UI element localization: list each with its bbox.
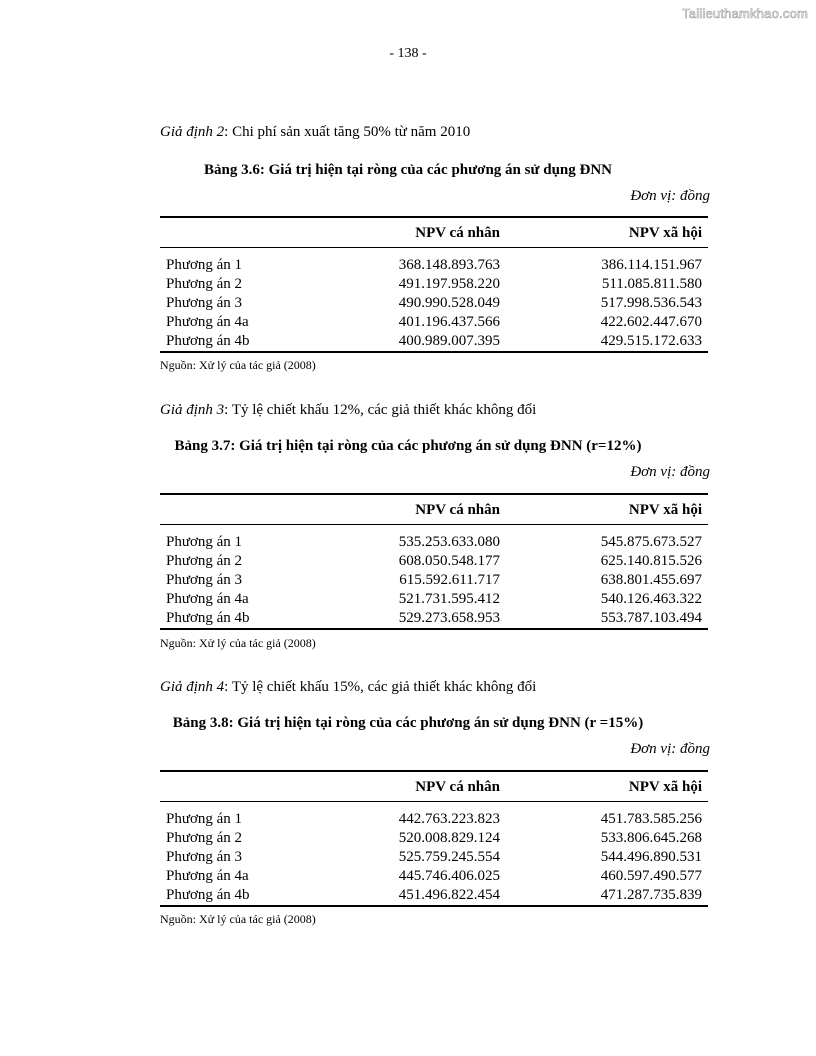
table-header-row (160, 217, 708, 248)
assumption-label: Giả định 3 (160, 402, 225, 418)
option-name: Phương án 3 (166, 849, 243, 865)
npv-personal: 615.592.611.717 (399, 572, 500, 588)
npv-personal: 368.148.893.763 (398, 257, 500, 273)
npv-social: 517.998.536.543 (600, 295, 702, 311)
npv-personal: 401.196.437.566 (398, 314, 500, 330)
unit-label: Đơn vị: đồng (630, 188, 710, 204)
npv-social: 533.806.645.268 (600, 830, 702, 846)
npv-social: 540.126.463.322 (600, 591, 702, 607)
column-header-option (160, 771, 342, 802)
npv-social: 638.801.455.697 (600, 572, 702, 588)
npv-social: 544.496.890.531 (600, 849, 702, 865)
npv-social: 422.602.447.670 (600, 314, 702, 330)
npv-personal: 520.008.829.124 (398, 830, 500, 846)
table-header-row (160, 771, 708, 802)
table-row (160, 248, 708, 276)
option-name: Phương án 1 (166, 257, 243, 273)
npv-social: 386.114.151.967 (601, 257, 702, 273)
option-name: Phương án 4b (166, 333, 250, 349)
table-row (160, 294, 708, 313)
npv-personal: 491.197.958.220 (398, 276, 500, 292)
npv-personal: 451.496.822.454 (398, 887, 500, 903)
npv-table (160, 770, 708, 907)
table-row (160, 552, 708, 571)
assumption-text (160, 679, 536, 696)
table-title: Bảng 3.7: Giá trị hiện tại ròng của các phương án sử dụng ĐNN (r=12%) (174, 438, 642, 454)
watermark: Tailieuthamkhao.com (682, 6, 808, 21)
option-name: Phương án 4a (166, 868, 249, 884)
column-header-npv-social: NPV xã hội (628, 779, 702, 795)
table-title: Bảng 3.6: Giá trị hiện tại ròng của các phương án sử dụng ĐNN (203, 162, 613, 178)
option-name: Phương án 2 (166, 276, 243, 292)
assumption-text (160, 124, 470, 141)
column-header-npv-personal: NPV cá nhân (415, 502, 500, 518)
option-name: Phương án 1 (166, 534, 243, 550)
npv-personal: 525.759.245.554 (398, 849, 500, 865)
source-note: Nguồn: Xử lý của tác giả (2008) (160, 358, 316, 372)
npv-social: 553.787.103.494 (600, 610, 702, 626)
table-header-row (160, 494, 708, 525)
column-header-npv-social: NPV xã hội (628, 502, 702, 518)
option-name: Phương án 4a (166, 591, 249, 607)
option-name: Phương án 3 (166, 295, 243, 311)
column-header-npv-personal: NPV cá nhân (415, 225, 500, 241)
npv-social: 451.783.585.256 (600, 811, 702, 827)
table-row (160, 571, 708, 590)
source-note: Nguồn: Xử lý của tác giả (2008) (160, 636, 316, 650)
table-row (160, 829, 708, 848)
npv-personal: 490.990.528.049 (398, 295, 500, 311)
npv-social: 511.085.811.580 (601, 276, 702, 292)
npv-personal: 521.731.595.412 (398, 591, 500, 607)
table-row (160, 609, 708, 629)
table-row (160, 590, 708, 609)
option-name: Phương án 1 (166, 811, 243, 827)
column-header-option (160, 217, 342, 248)
table-row (160, 848, 708, 867)
npv-personal: 445.746.406.025 (398, 868, 500, 884)
unit-label: Đơn vị: đồng (630, 741, 710, 757)
table-row (160, 802, 708, 830)
assumption-label: Giả định 4 (160, 679, 225, 695)
option-name: Phương án 2 (166, 830, 243, 846)
column-header-npv-social: NPV xã hội (628, 225, 702, 241)
table-row (160, 886, 708, 906)
assumption-body: : Chi phí sản xuất tăng 50% từ năm 2010 (224, 124, 471, 140)
npv-personal: 529.273.658.953 (398, 610, 500, 626)
table-title: Bảng 3.8: Giá trị hiện tại ròng của các phương án sử dụng ĐNN (r =15%) (172, 715, 644, 731)
npv-table (160, 216, 708, 353)
assumption-body: : Tỷ lệ chiết khấu 15%, các giả thiết khác không đổi (224, 679, 537, 695)
table-row (160, 313, 708, 332)
assumption-body: : Tỷ lệ chiết khấu 12%, các giả thiết khác không đổi (224, 402, 537, 418)
npv-personal: 400.989.007.395 (398, 333, 500, 349)
table-row (160, 275, 708, 294)
option-name: Phương án 2 (166, 553, 243, 569)
npv-social: 429.515.172.633 (600, 333, 702, 349)
table-row (160, 332, 708, 352)
npv-personal: 442.763.223.823 (398, 811, 500, 827)
npv-social: 625.140.815.526 (600, 553, 702, 569)
option-name: Phương án 3 (166, 572, 243, 588)
npv-social: 545.875.673.527 (600, 534, 702, 550)
npv-personal: 535.253.633.080 (398, 534, 500, 550)
source-note: Nguồn: Xử lý của tác giả (2008) (160, 912, 316, 926)
column-header-npv-personal: NPV cá nhân (415, 779, 500, 795)
column-header-option (160, 494, 342, 525)
table-row (160, 525, 708, 553)
option-name: Phương án 4b (166, 887, 250, 903)
option-name: Phương án 4b (166, 610, 250, 626)
assumption-label: Giả định 2 (160, 124, 225, 140)
table-row (160, 867, 708, 886)
npv-social: 460.597.490.577 (600, 868, 702, 884)
unit-label: Đơn vị: đồng (630, 464, 710, 480)
npv-personal: 608.050.548.177 (398, 553, 500, 569)
page-number: - 138 - (389, 46, 427, 61)
assumption-text (160, 402, 536, 419)
npv-table (160, 493, 708, 630)
npv-social: 471.287.735.839 (600, 887, 702, 903)
option-name: Phương án 4a (166, 314, 249, 330)
